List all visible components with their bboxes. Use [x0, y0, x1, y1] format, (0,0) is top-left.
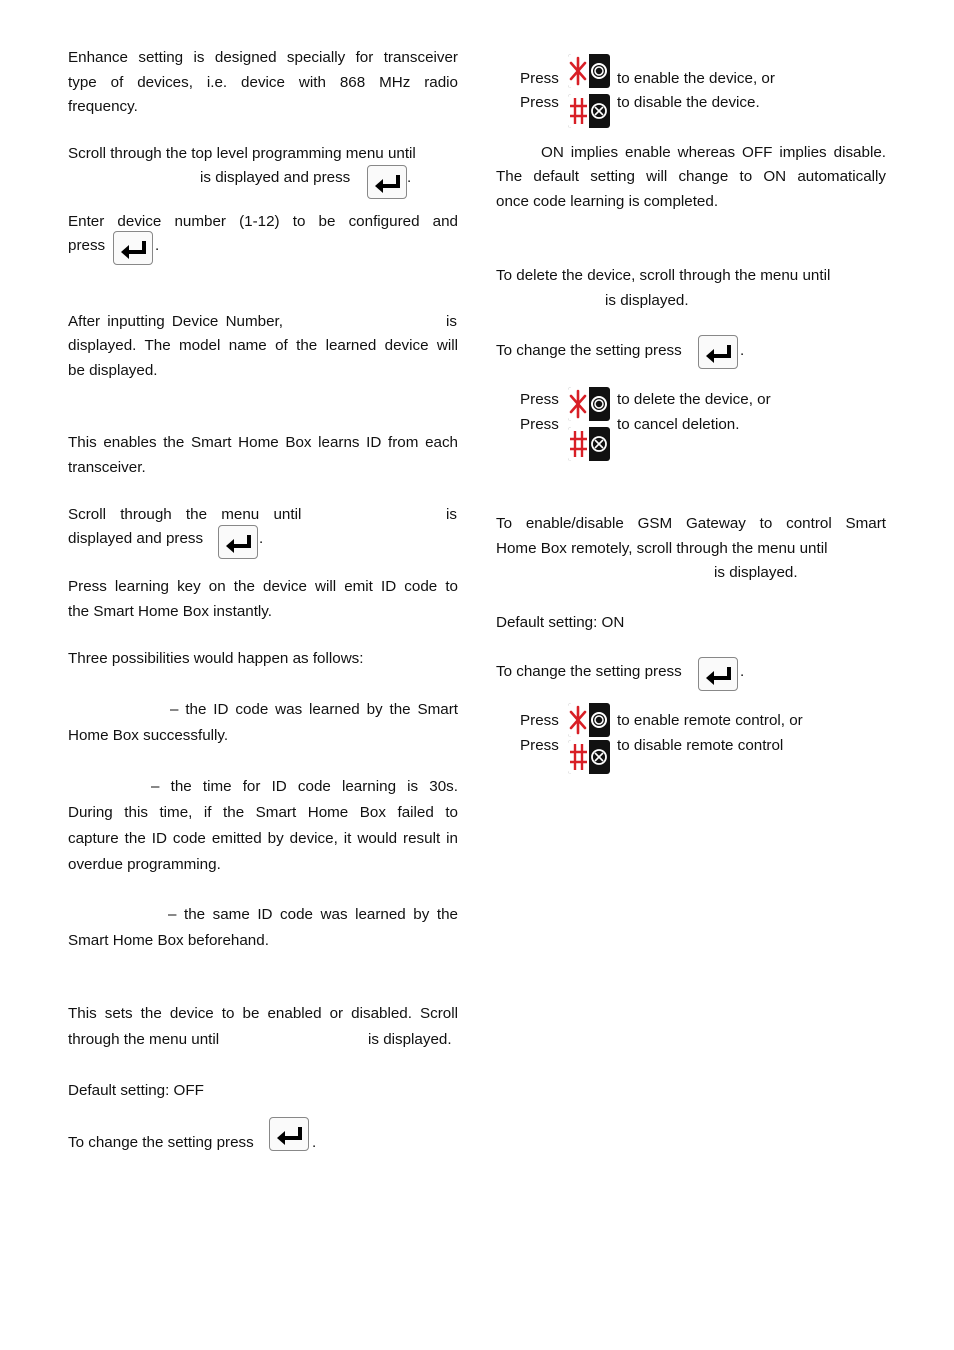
text-line: Home Box successfully.: [68, 727, 229, 744]
text-line: Press: [520, 94, 559, 111]
text-line: The default setting will change to ON automatically: [496, 168, 886, 185]
text-line: To change the setting press: [68, 1134, 254, 1151]
hash-key-icon: [568, 427, 610, 461]
text-line: This enables the Smart Home Box learns ID from each: [68, 434, 458, 451]
enter-key-icon: [113, 231, 153, 265]
text-line: frequency.: [68, 98, 138, 115]
period: .: [312, 1134, 317, 1151]
text-line: be displayed.: [68, 361, 158, 379]
text-line: to enable the device, or: [617, 70, 775, 87]
text-line: through the menu until: [68, 1031, 220, 1048]
text-line: Default setting: ON: [496, 614, 625, 631]
text-line: to disable remote control: [617, 737, 784, 754]
text-line: Press: [520, 712, 559, 729]
text-line: once code learning is completed.: [496, 192, 719, 210]
text-line: the Smart Home Box instantly.: [68, 602, 272, 620]
star-key-icon: [568, 703, 610, 737]
after-paragraph: [68, 334, 458, 383]
hash-key-icon: [568, 94, 610, 128]
sets-paragraph: [68, 1002, 458, 1027]
text-line: overdue programming.: [68, 856, 221, 873]
enter-key-icon: [218, 525, 258, 559]
text-line: is: [446, 506, 457, 523]
text-line: is displayed.: [368, 1031, 452, 1048]
star-key-icon: [568, 54, 610, 88]
text-line: Scroll through the top level programming menu until: [68, 145, 416, 162]
star-key-icon: [568, 387, 610, 421]
text-line: displayed. The model name of the learned device will: [68, 337, 458, 354]
possibility-3: [168, 903, 458, 928]
text-line: Enhance setting is designed specially for transceiver: [68, 49, 458, 66]
text-line: Press: [520, 737, 559, 754]
text-line: is displayed and press: [200, 169, 351, 186]
text-line: to disable the device.: [617, 94, 760, 111]
text-line: displayed and press: [68, 530, 204, 547]
text-line: Home Box remotely, scroll through the menu until: [496, 539, 828, 557]
possibility-2: [151, 775, 458, 800]
text-line: Smart Home Box beforehand.: [68, 932, 269, 949]
period: .: [407, 169, 412, 186]
text-line: is displayed.: [714, 564, 798, 581]
possibility-1: [170, 698, 458, 723]
press-learn-paragraph: [68, 575, 458, 624]
text-line: Default setting: OFF: [68, 1082, 204, 1099]
enter-key-icon: [367, 165, 407, 199]
text-line: Press learning key on the device will emit ID code to: [68, 578, 458, 595]
text-line: Three possibilities would happen as follows:: [68, 650, 364, 667]
text-line: During this time, if the Smart Home Box failed to: [68, 804, 458, 821]
enables-paragraph: [68, 431, 458, 480]
period: .: [155, 237, 160, 254]
text-line: To change the setting press: [496, 342, 682, 359]
text-line: Press: [520, 416, 559, 433]
text-line: After inputting Device Number,: [68, 313, 283, 330]
text-line: press: [68, 237, 106, 254]
text-line: to cancel deletion.: [617, 416, 740, 433]
text-line: Press: [520, 70, 559, 87]
text-line: – the ID code was learned by the Smart: [170, 701, 458, 718]
on-paragraph: [496, 165, 886, 214]
enter-key-icon: [698, 335, 738, 369]
text-line: type of devices, i.e. device with 868 MHz radio: [68, 73, 458, 91]
enter-key-icon: [269, 1117, 309, 1151]
text-line: Enter device number (1-12) to be configured and: [68, 213, 458, 230]
text-line: is displayed.: [605, 292, 689, 309]
text-line: This sets the device to be enabled or disabled. Scroll: [68, 1005, 458, 1022]
text-line: to enable remote control, or: [617, 712, 803, 729]
on-line-1: [541, 141, 886, 166]
enter-key-icon: [698, 657, 738, 691]
gsm-paragraph: [496, 512, 886, 561]
text-line: – the same ID code was learned by the: [168, 906, 458, 923]
text-line: To enable/disable GSM Gateway to control Smart: [496, 515, 886, 532]
text-line: to delete the device, or: [617, 391, 771, 408]
text-line: ON implies enable whereas OFF implies disable.: [541, 144, 886, 161]
possibility-2-rest: [68, 800, 458, 878]
text-line: is: [446, 313, 457, 330]
text-line: To delete the device, scroll through the menu until: [496, 267, 831, 284]
period: .: [740, 342, 745, 359]
hash-key-icon: [568, 740, 610, 774]
text-line: Press: [520, 391, 559, 408]
text-line: capture the ID code emitted by device, it would result in: [68, 830, 458, 847]
text-line: Scroll through the menu until: [68, 506, 302, 523]
text-line: To change the setting press: [496, 663, 682, 680]
enhance-paragraph: [68, 46, 458, 120]
period: .: [740, 663, 745, 680]
text-line: transceiver.: [68, 458, 146, 476]
text-line: – the time for ID code learning is 30s.: [151, 778, 458, 795]
period: .: [259, 530, 264, 547]
